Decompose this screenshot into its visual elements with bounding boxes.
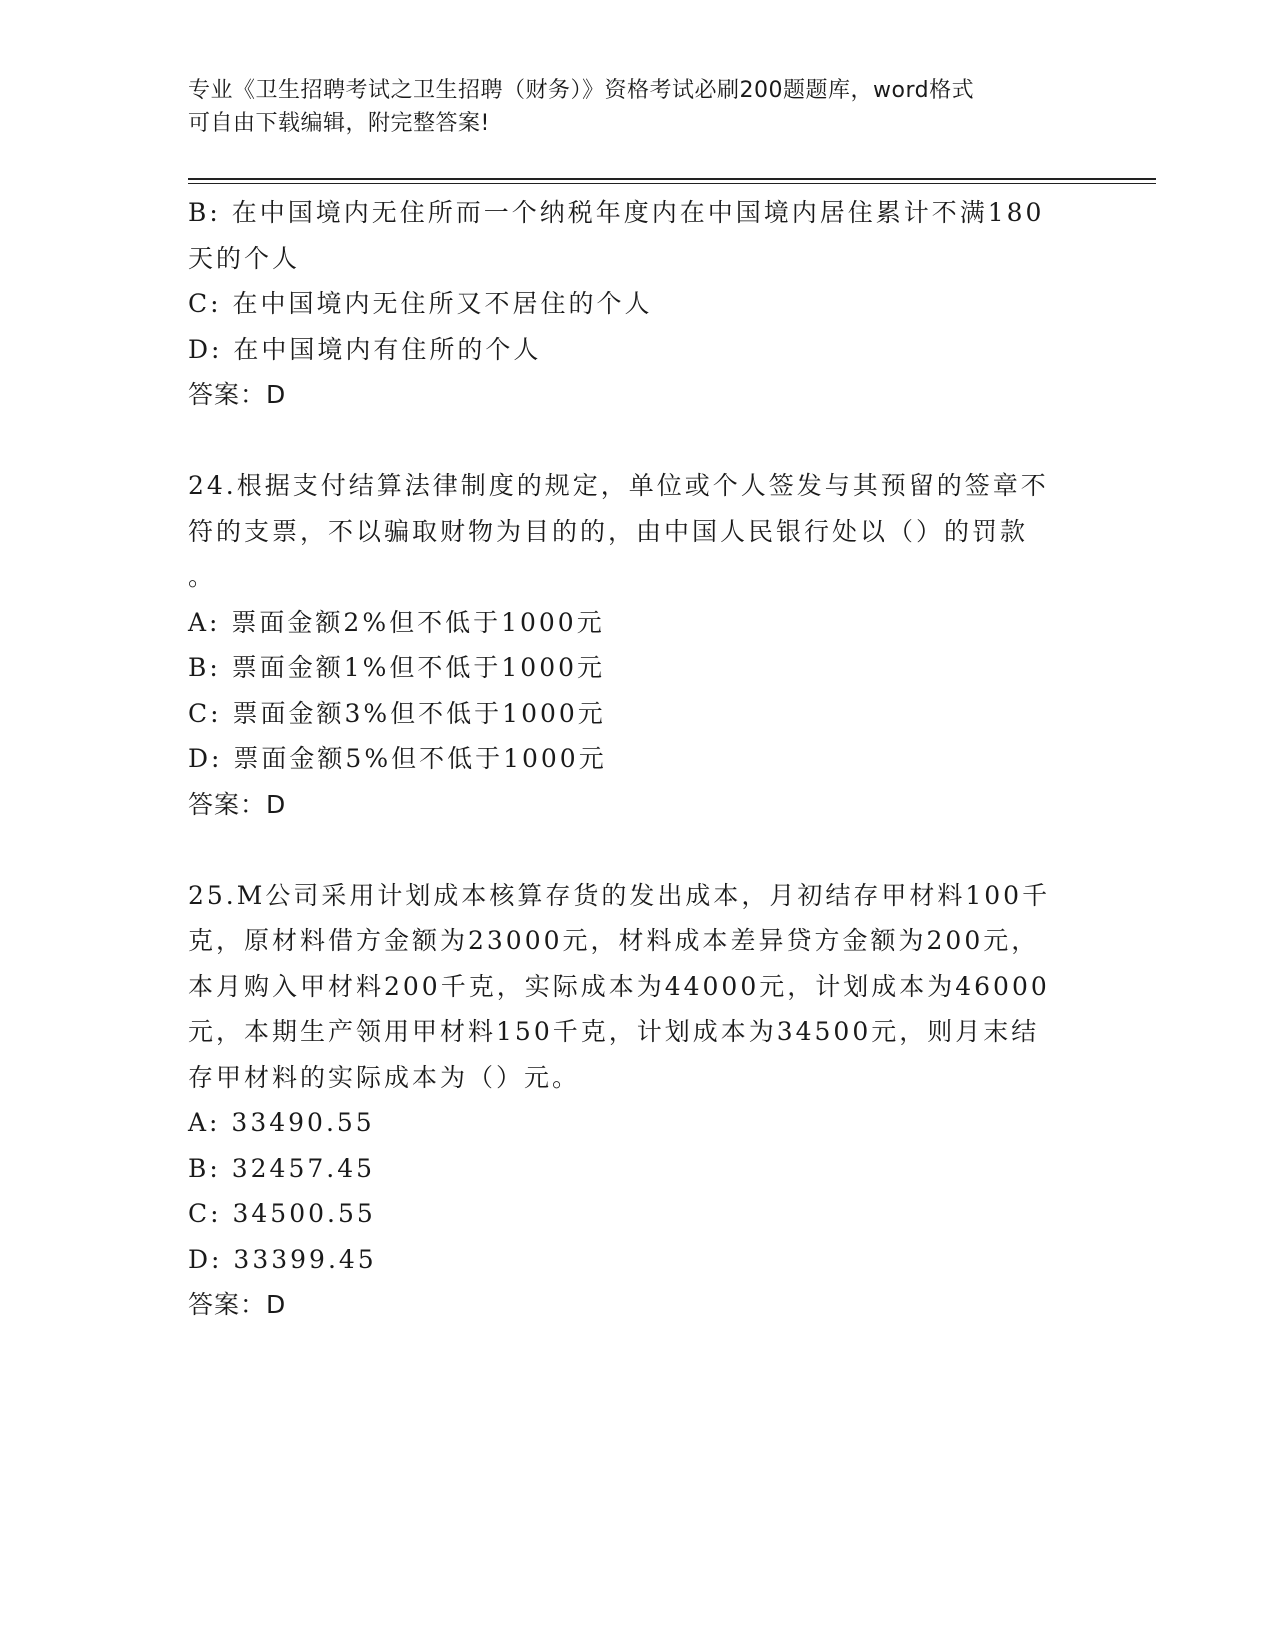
q25-stem-line1: 25.M公司采用计划成本核算存货的发出成本，月初结存甲材料100千	[188, 880, 1051, 910]
q25-answer: 答案：D	[188, 1290, 287, 1319]
q25-stem-line3: 本月购入甲材料200千克，实际成本为44000元，计划成本为46000	[188, 971, 1050, 1001]
page-header	[188, 74, 1068, 140]
q24-stem-line2: 符的支票，不以骗取财物为目的的，由中国人民银行处以（）的罚款	[188, 516, 1029, 546]
q25-stem-line4: 元，本期生产领用甲材料150千克，计划成本为34500元，则月末结	[188, 1017, 1040, 1046]
q24-option-a: A: 票面金额2%但不低于1000元	[188, 607, 605, 637]
q23-answer: 答案：D	[188, 380, 287, 409]
question-25	[188, 873, 1068, 1328]
q24-stem-line1: 24.根据支付结算法律制度的规定，单位或个人签发与其预留的签章不	[188, 471, 1049, 500]
question-24	[188, 463, 1068, 827]
q25-option-d: D: 33399.45	[188, 1244, 377, 1274]
header-divider-thin	[188, 183, 1156, 184]
q25-option-b: B: 32457.45	[188, 1153, 376, 1183]
q23-option-b-line2: 天的个人	[188, 243, 301, 273]
header-divider-thick	[188, 178, 1156, 180]
q24-option-c: C: 票面金额3%但不低于1000元	[188, 698, 606, 728]
q25-option-a: A: 33490.55	[188, 1108, 375, 1137]
q23-option-c: C: 在中国境内无住所又不居住的个人	[188, 289, 653, 318]
q25-stem-line2: 克，原材料借方金额为23000元，材料成本差异贷方金额为200元，	[188, 926, 1040, 955]
q23-option-b-line1: B: 在中国境内无住所而一个纳税年度内在中国境内居住累计不满180	[188, 198, 1045, 227]
q25-stem-line5: 存甲材料的实际成本为（）元。	[188, 1062, 581, 1092]
question-23	[188, 190, 1068, 418]
question-spacer	[188, 827, 1068, 873]
q24-stem-line3: 。	[188, 562, 217, 591]
q24-answer: 答案：D	[188, 789, 287, 819]
question-spacer	[188, 418, 1068, 464]
q25-option-c: C: 34500.55	[188, 1199, 376, 1228]
document-body	[188, 190, 1068, 1328]
q24-option-d: D: 票面金额5%但不低于1000元	[188, 744, 607, 773]
header-title-line1: 专业《卫生招聘考试之卫生招聘（财务）》资格考试必刷200题题库，word格式	[188, 78, 975, 103]
header-title-line2: 可自由下载编辑，附完整答案!	[188, 111, 490, 136]
q24-option-b: B: 票面金额1%但不低于1000元	[188, 653, 606, 682]
q23-option-d: D: 在中国境内有住所的个人	[188, 334, 542, 364]
